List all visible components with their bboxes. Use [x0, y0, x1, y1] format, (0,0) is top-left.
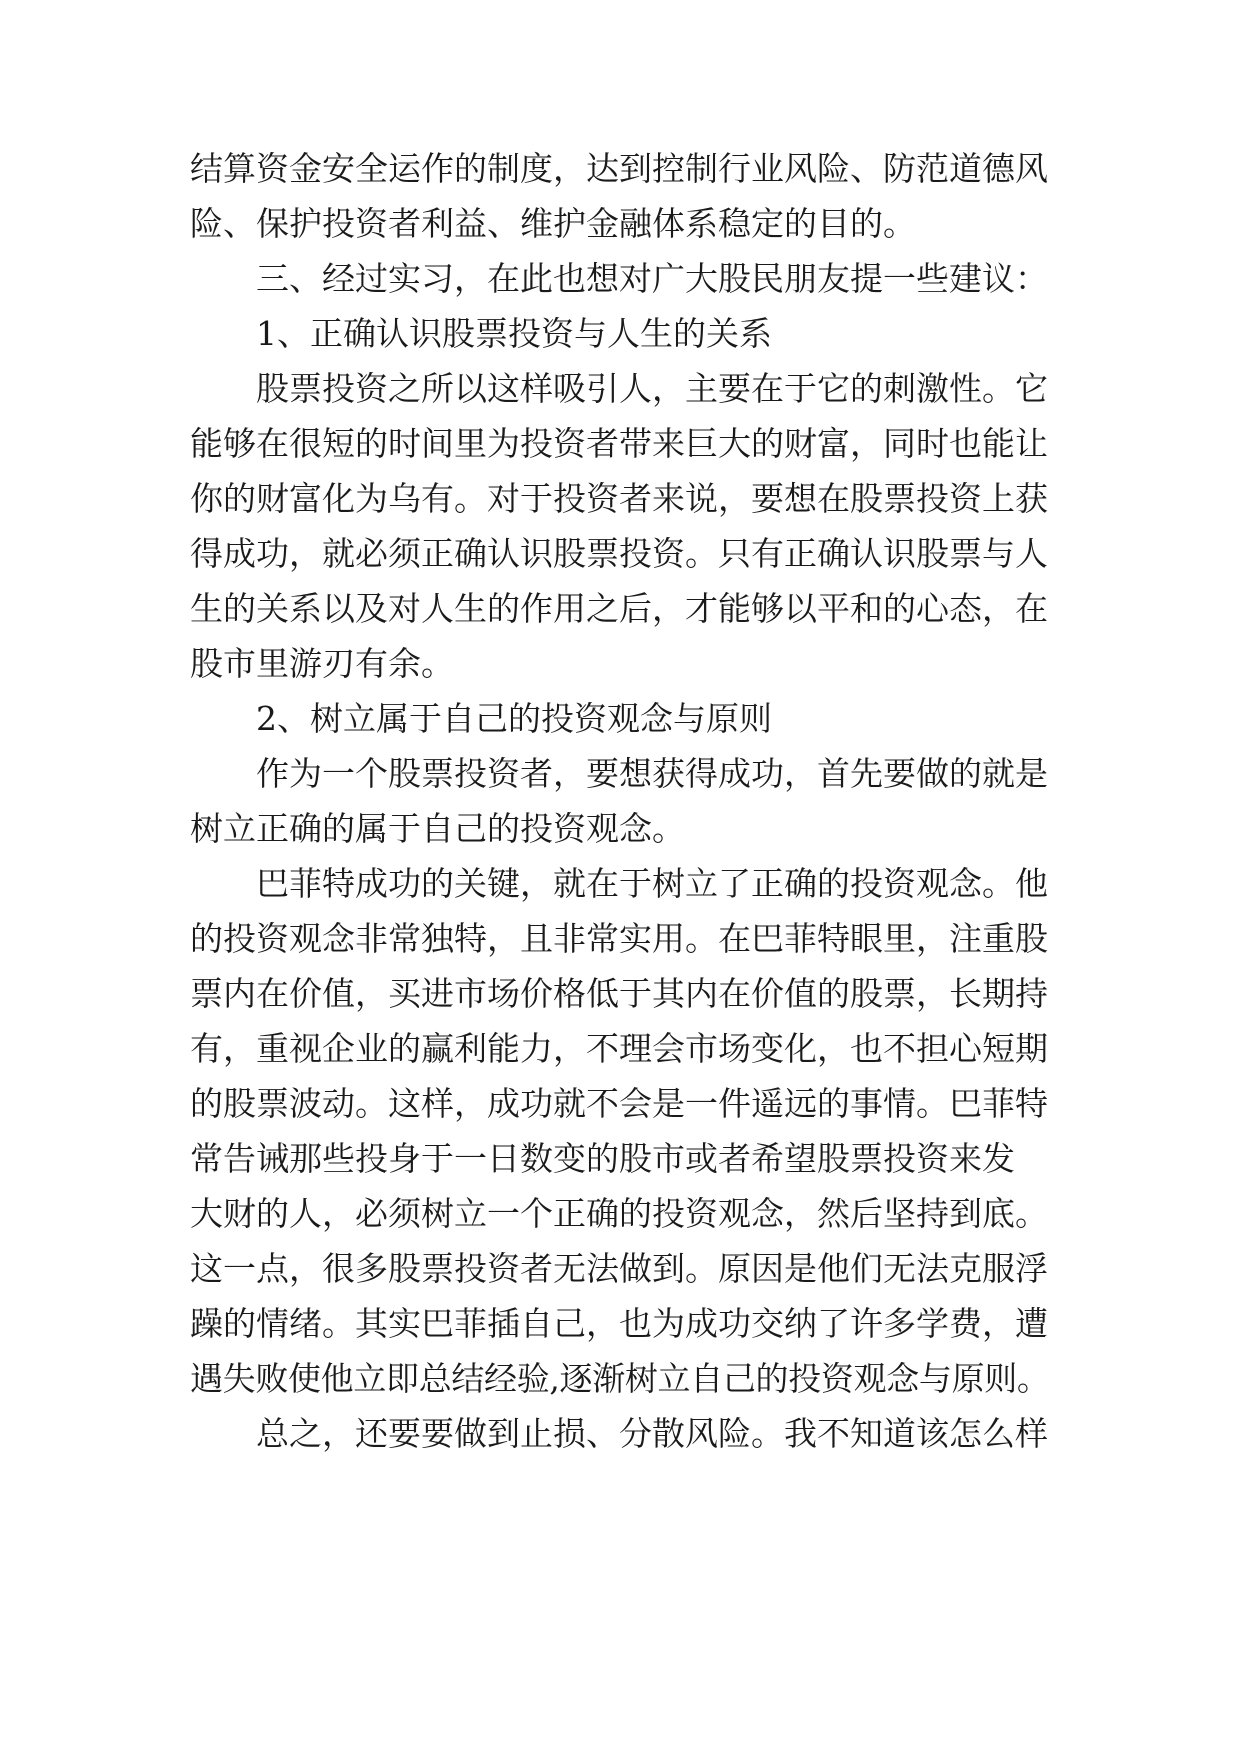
text-line: 常告诫那些投身于一日数变的股市或者希望股票投资来发 [190, 1139, 1015, 1178]
text-line: 能够在很短的时间里为投资者带来巨大的财富，同时也能让 [190, 424, 1048, 463]
text-line: 的股票波动。这样，成功就不会是一件遥远的事情。巴菲特 [190, 1084, 1048, 1123]
subheading: 1、正确认识股票投资与人生的关系 [256, 314, 772, 353]
text-line: 的投资观念非常独特，且非常实用。在巴菲特眼里，注重股 [190, 919, 1048, 958]
text-line: 这一点，很多股票投资者无法做到。原因是他们无法克服浮 [190, 1249, 1048, 1288]
text-line: 遇失败使他立即总结经验,逐渐树立自己的投资观念与原则。 [190, 1359, 1050, 1398]
text-line: 有，重视企业的赢利能力，不理会市场变化，也不担心短期 [190, 1029, 1048, 1068]
section-heading: 三、经过实习，在此也想对广大股民朋友提一些建议： [256, 259, 1048, 298]
text-line: 树立正确的属于自己的投资观念。 [190, 809, 685, 848]
text-line: 总之，还要要做到止损、分散风险。我不知道该怎么样 [256, 1414, 1048, 1453]
text-line: 大财的人，必须树立一个正确的投资观念，然后坚持到底。 [190, 1194, 1048, 1233]
text-line: 票内在价值，买进市场价格低于其内在价值的股票，长期持 [190, 974, 1048, 1013]
text-line: 你的财富化为乌有。对于投资者来说，要想在股票投资上获 [190, 479, 1048, 518]
text-line: 生的关系以及对人生的作用之后，才能够以平和的心态，在 [190, 589, 1048, 628]
text-line: 股市里游刃有余。 [190, 644, 454, 683]
text-line: 躁的情绪。其实巴菲插自己，也为成功交纳了许多学费，遭 [190, 1304, 1048, 1343]
text-line: 结算资金安全运作的制度，达到控制行业风险、防范道德风 [190, 149, 1048, 188]
text-line: 巴菲特成功的关键，就在于树立了正确的投资观念。他 [256, 864, 1048, 903]
text-line: 股票投资之所以这样吸引人，主要在于它的刺激性。它 [256, 369, 1048, 408]
text-line: 作为一个股票投资者，要想获得成功，首先要做的就是 [256, 754, 1048, 793]
text-line: 得成功，就必须正确认识股票投资。只有正确认识股票与人 [190, 534, 1048, 573]
subheading: 2、树立属于自己的投资观念与原则 [256, 699, 772, 738]
text-line: 险、保护投资者利益、维护金融体系稳定的目的。 [190, 204, 916, 243]
